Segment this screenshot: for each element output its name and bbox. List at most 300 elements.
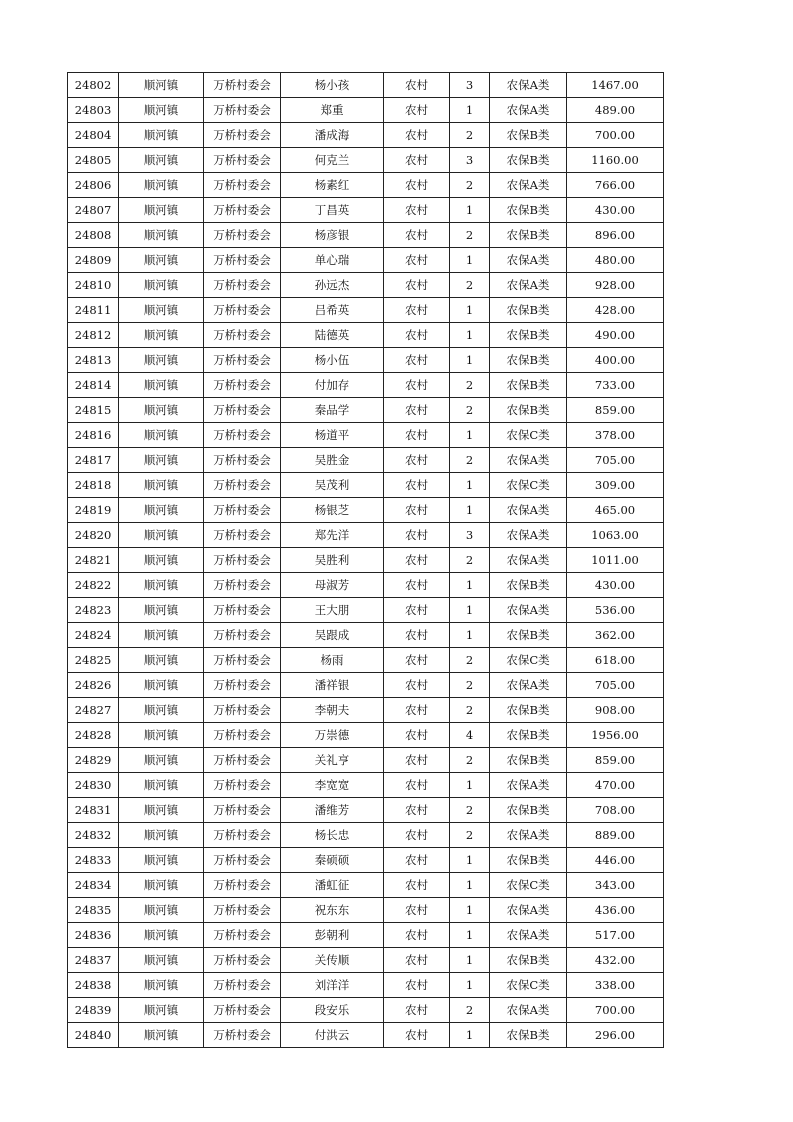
records-body [68,73,664,1048]
category-cell: 农保A类 [490,448,567,473]
table-row [68,198,664,223]
member-count-cell: 1 [450,923,490,948]
table-row [68,323,664,348]
person-name-cell: 王大朋 [281,598,384,623]
town-cell: 顺河镇 [119,548,204,573]
amount-cell: 708.00 [567,798,664,823]
village-cell: 万桥村委会 [204,698,281,723]
record-id-cell: 24832 [68,823,119,848]
category-cell: 农保A类 [490,823,567,848]
member-count-cell: 1 [450,773,490,798]
area-type-cell: 农村 [384,973,450,998]
amount-cell: 489.00 [567,98,664,123]
member-count-cell: 1 [450,323,490,348]
area-type-cell: 农村 [384,223,450,248]
person-name-cell: 杨小伍 [281,348,384,373]
record-id-cell: 24834 [68,873,119,898]
amount-cell: 908.00 [567,698,664,723]
member-count-cell: 2 [450,548,490,573]
member-count-cell: 1 [450,248,490,273]
category-cell: 农保A类 [490,98,567,123]
amount-cell: 470.00 [567,773,664,798]
person-name-cell: 吴胜利 [281,548,384,573]
member-count-cell: 3 [450,523,490,548]
town-cell: 顺河镇 [119,298,204,323]
village-cell: 万桥村委会 [204,348,281,373]
person-name-cell: 万崇德 [281,723,384,748]
area-type-cell: 农村 [384,523,450,548]
table-row [68,148,664,173]
area-type-cell: 农村 [384,298,450,323]
village-cell: 万桥村委会 [204,398,281,423]
person-name-cell: 吕希英 [281,298,384,323]
person-name-cell: 单心瑞 [281,248,384,273]
member-count-cell: 2 [450,173,490,198]
town-cell: 顺河镇 [119,998,204,1023]
area-type-cell: 农村 [384,123,450,148]
category-cell: 农保B类 [490,223,567,248]
person-name-cell: 付加存 [281,373,384,398]
person-name-cell: 吴胜金 [281,448,384,473]
village-cell: 万桥村委会 [204,1023,281,1048]
person-name-cell: 潘成海 [281,123,384,148]
table-row [68,548,664,573]
area-type-cell: 农村 [384,348,450,373]
village-cell: 万桥村委会 [204,273,281,298]
record-id-cell: 24816 [68,423,119,448]
category-cell: 农保A类 [490,273,567,298]
member-count-cell: 1 [450,498,490,523]
area-type-cell: 农村 [384,923,450,948]
category-cell: 农保B类 [490,298,567,323]
village-cell: 万桥村委会 [204,823,281,848]
town-cell: 顺河镇 [119,823,204,848]
amount-cell: 618.00 [567,648,664,673]
village-cell: 万桥村委会 [204,923,281,948]
village-cell: 万桥村委会 [204,948,281,973]
town-cell: 顺河镇 [119,423,204,448]
table-row [68,98,664,123]
amount-cell: 490.00 [567,323,664,348]
amount-cell: 859.00 [567,398,664,423]
table-row [68,498,664,523]
village-cell: 万桥村委会 [204,598,281,623]
table-row [68,1023,664,1048]
town-cell: 顺河镇 [119,123,204,148]
category-cell: 农保A类 [490,498,567,523]
amount-cell: 766.00 [567,173,664,198]
amount-cell: 700.00 [567,123,664,148]
person-name-cell: 杨长忠 [281,823,384,848]
person-name-cell: 付洪云 [281,1023,384,1048]
member-count-cell: 2 [450,398,490,423]
table-row [68,798,664,823]
record-id-cell: 24835 [68,898,119,923]
village-cell: 万桥村委会 [204,998,281,1023]
village-cell: 万桥村委会 [204,98,281,123]
village-cell: 万桥村委会 [204,373,281,398]
category-cell: 农保C类 [490,473,567,498]
area-type-cell: 农村 [384,698,450,723]
category-cell: 农保B类 [490,848,567,873]
town-cell: 顺河镇 [119,648,204,673]
amount-cell: 928.00 [567,273,664,298]
record-id-cell: 24805 [68,148,119,173]
category-cell: 农保C类 [490,973,567,998]
table-row [68,723,664,748]
area-type-cell: 农村 [384,748,450,773]
village-cell: 万桥村委会 [204,248,281,273]
member-count-cell: 1 [450,198,490,223]
amount-cell: 536.00 [567,598,664,623]
person-name-cell: 何克兰 [281,148,384,173]
table-row [68,223,664,248]
area-type-cell: 农村 [384,148,450,173]
category-cell: 农保A类 [490,548,567,573]
category-cell: 农保A类 [490,248,567,273]
town-cell: 顺河镇 [119,773,204,798]
town-cell: 顺河镇 [119,598,204,623]
category-cell: 农保B类 [490,723,567,748]
area-type-cell: 农村 [384,598,450,623]
member-count-cell: 3 [450,73,490,98]
area-type-cell: 农村 [384,948,450,973]
town-cell: 顺河镇 [119,273,204,298]
amount-cell: 343.00 [567,873,664,898]
table-row [68,473,664,498]
town-cell: 顺河镇 [119,1023,204,1048]
area-type-cell: 农村 [384,323,450,348]
person-name-cell: 秦硕硕 [281,848,384,873]
amount-cell: 705.00 [567,673,664,698]
table-row [68,673,664,698]
amount-cell: 430.00 [567,573,664,598]
table-row [68,898,664,923]
person-name-cell: 杨彦银 [281,223,384,248]
area-type-cell: 农村 [384,723,450,748]
member-count-cell: 2 [450,748,490,773]
table-row [68,973,664,998]
amount-cell: 705.00 [567,448,664,473]
record-id-cell: 24806 [68,173,119,198]
table-row [68,73,664,98]
category-cell: 农保B类 [490,198,567,223]
amount-cell: 1063.00 [567,523,664,548]
town-cell: 顺河镇 [119,173,204,198]
category-cell: 农保C类 [490,873,567,898]
record-id-cell: 24828 [68,723,119,748]
member-count-cell: 1 [450,348,490,373]
record-id-cell: 24826 [68,673,119,698]
area-type-cell: 农村 [384,98,450,123]
category-cell: 农保A类 [490,673,567,698]
area-type-cell: 农村 [384,1023,450,1048]
category-cell: 农保A类 [490,998,567,1023]
village-cell: 万桥村委会 [204,123,281,148]
town-cell: 顺河镇 [119,498,204,523]
table-row [68,648,664,673]
area-type-cell: 农村 [384,448,450,473]
person-name-cell: 杨小孩 [281,73,384,98]
person-name-cell: 段安乐 [281,998,384,1023]
table-row [68,248,664,273]
area-type-cell: 农村 [384,73,450,98]
village-cell: 万桥村委会 [204,448,281,473]
record-id-cell: 24819 [68,498,119,523]
table-row [68,748,664,773]
table-row [68,773,664,798]
category-cell: 农保C类 [490,423,567,448]
record-id-cell: 24827 [68,698,119,723]
person-name-cell: 祝东东 [281,898,384,923]
village-cell: 万桥村委会 [204,173,281,198]
person-name-cell: 彭朝利 [281,923,384,948]
category-cell: 农保B类 [490,323,567,348]
table-row [68,123,664,148]
town-cell: 顺河镇 [119,848,204,873]
town-cell: 顺河镇 [119,573,204,598]
town-cell: 顺河镇 [119,448,204,473]
member-count-cell: 2 [450,998,490,1023]
town-cell: 顺河镇 [119,798,204,823]
village-cell: 万桥村委会 [204,548,281,573]
area-type-cell: 农村 [384,423,450,448]
category-cell: 农保A类 [490,73,567,98]
town-cell: 顺河镇 [119,73,204,98]
category-cell: 农保A类 [490,773,567,798]
record-id-cell: 24838 [68,973,119,998]
record-id-cell: 24825 [68,648,119,673]
village-cell: 万桥村委会 [204,798,281,823]
record-id-cell: 24802 [68,73,119,98]
town-cell: 顺河镇 [119,523,204,548]
member-count-cell: 2 [450,223,490,248]
area-type-cell: 农村 [384,773,450,798]
amount-cell: 1956.00 [567,723,664,748]
member-count-cell: 1 [450,473,490,498]
record-id-cell: 24814 [68,373,119,398]
member-count-cell: 1 [450,848,490,873]
town-cell: 顺河镇 [119,198,204,223]
category-cell: 农保B类 [490,573,567,598]
person-name-cell: 秦品学 [281,398,384,423]
member-count-cell: 1 [450,1023,490,1048]
amount-cell: 1160.00 [567,148,664,173]
amount-cell: 1011.00 [567,548,664,573]
amount-cell: 432.00 [567,948,664,973]
town-cell: 顺河镇 [119,398,204,423]
person-name-cell: 关传顺 [281,948,384,973]
record-id-cell: 24809 [68,248,119,273]
member-count-cell: 3 [450,148,490,173]
person-name-cell: 孙远杰 [281,273,384,298]
person-name-cell: 郑重 [281,98,384,123]
record-id-cell: 24813 [68,348,119,373]
amount-cell: 430.00 [567,198,664,223]
category-cell: 农保B类 [490,748,567,773]
town-cell: 顺河镇 [119,323,204,348]
amount-cell: 400.00 [567,348,664,373]
village-cell: 万桥村委会 [204,648,281,673]
table-row [68,923,664,948]
table-row [68,823,664,848]
member-count-cell: 1 [450,948,490,973]
member-count-cell: 1 [450,423,490,448]
member-count-cell: 2 [450,798,490,823]
table-row [68,623,664,648]
category-cell: 农保B类 [490,948,567,973]
village-cell: 万桥村委会 [204,873,281,898]
member-count-cell: 1 [450,573,490,598]
person-name-cell: 李朝夫 [281,698,384,723]
table-row [68,423,664,448]
town-cell: 顺河镇 [119,223,204,248]
member-count-cell: 1 [450,598,490,623]
village-cell: 万桥村委会 [204,573,281,598]
member-count-cell: 2 [450,273,490,298]
town-cell: 顺河镇 [119,348,204,373]
area-type-cell: 农村 [384,248,450,273]
area-type-cell: 农村 [384,898,450,923]
town-cell: 顺河镇 [119,723,204,748]
amount-cell: 517.00 [567,923,664,948]
village-cell: 万桥村委会 [204,298,281,323]
area-type-cell: 农村 [384,498,450,523]
category-cell: 农保B类 [490,123,567,148]
table-row [68,848,664,873]
member-count-cell: 2 [450,373,490,398]
area-type-cell: 农村 [384,373,450,398]
person-name-cell: 关礼亨 [281,748,384,773]
member-count-cell: 1 [450,973,490,998]
village-cell: 万桥村委会 [204,473,281,498]
category-cell: 农保B类 [490,623,567,648]
record-id-cell: 24823 [68,598,119,623]
town-cell: 顺河镇 [119,473,204,498]
area-type-cell: 农村 [384,998,450,1023]
table-row [68,398,664,423]
amount-cell: 338.00 [567,973,664,998]
town-cell: 顺河镇 [119,873,204,898]
town-cell: 顺河镇 [119,373,204,398]
person-name-cell: 潘维芳 [281,798,384,823]
category-cell: 农保B类 [490,373,567,398]
village-cell: 万桥村委会 [204,773,281,798]
member-count-cell: 1 [450,873,490,898]
village-cell: 万桥村委会 [204,198,281,223]
area-type-cell: 农村 [384,623,450,648]
record-id-cell: 24824 [68,623,119,648]
table-row [68,298,664,323]
member-count-cell: 1 [450,623,490,648]
member-count-cell: 2 [450,673,490,698]
person-name-cell: 郑先洋 [281,523,384,548]
category-cell: 农保B类 [490,798,567,823]
record-id-cell: 24833 [68,848,119,873]
record-id-cell: 24836 [68,923,119,948]
table-row [68,273,664,298]
village-cell: 万桥村委会 [204,748,281,773]
village-cell: 万桥村委会 [204,223,281,248]
person-name-cell: 吴茂利 [281,473,384,498]
person-name-cell: 吴跟成 [281,623,384,648]
area-type-cell: 农村 [384,798,450,823]
category-cell: 农保B类 [490,148,567,173]
person-name-cell: 潘祥银 [281,673,384,698]
person-name-cell: 李宽宽 [281,773,384,798]
area-type-cell: 农村 [384,398,450,423]
town-cell: 顺河镇 [119,698,204,723]
category-cell: 农保B类 [490,698,567,723]
person-name-cell: 丁昌英 [281,198,384,223]
record-id-cell: 24808 [68,223,119,248]
village-cell: 万桥村委会 [204,973,281,998]
area-type-cell: 农村 [384,823,450,848]
category-cell: 农保B类 [490,398,567,423]
category-cell: 农保B类 [490,1023,567,1048]
amount-cell: 309.00 [567,473,664,498]
amount-cell: 480.00 [567,248,664,273]
town-cell: 顺河镇 [119,673,204,698]
amount-cell: 700.00 [567,998,664,1023]
table-row [68,698,664,723]
person-name-cell: 杨素红 [281,173,384,198]
records-table [67,72,664,1048]
record-id-cell: 24807 [68,198,119,223]
area-type-cell: 农村 [384,548,450,573]
amount-cell: 896.00 [567,223,664,248]
table-row [68,348,664,373]
amount-cell: 465.00 [567,498,664,523]
record-id-cell: 24818 [68,473,119,498]
record-id-cell: 24815 [68,398,119,423]
record-id-cell: 24837 [68,948,119,973]
person-name-cell: 杨道平 [281,423,384,448]
person-name-cell: 潘虹征 [281,873,384,898]
record-id-cell: 24829 [68,748,119,773]
category-cell: 农保A类 [490,173,567,198]
town-cell: 顺河镇 [119,623,204,648]
member-count-cell: 1 [450,98,490,123]
record-id-cell: 24831 [68,798,119,823]
village-cell: 万桥村委会 [204,898,281,923]
record-id-cell: 24812 [68,323,119,348]
area-type-cell: 农村 [384,273,450,298]
member-count-cell: 2 [450,823,490,848]
record-id-cell: 24839 [68,998,119,1023]
town-cell: 顺河镇 [119,973,204,998]
amount-cell: 446.00 [567,848,664,873]
town-cell: 顺河镇 [119,923,204,948]
category-cell: 农保C类 [490,648,567,673]
member-count-cell: 1 [450,298,490,323]
area-type-cell: 农村 [384,673,450,698]
village-cell: 万桥村委会 [204,148,281,173]
village-cell: 万桥村委会 [204,498,281,523]
area-type-cell: 农村 [384,873,450,898]
person-name-cell: 刘洋洋 [281,973,384,998]
table-row [68,598,664,623]
record-id-cell: 24817 [68,448,119,473]
table-row [68,873,664,898]
town-cell: 顺河镇 [119,248,204,273]
amount-cell: 296.00 [567,1023,664,1048]
person-name-cell: 杨银芝 [281,498,384,523]
person-name-cell: 杨雨 [281,648,384,673]
amount-cell: 859.00 [567,748,664,773]
amount-cell: 436.00 [567,898,664,923]
amount-cell: 428.00 [567,298,664,323]
